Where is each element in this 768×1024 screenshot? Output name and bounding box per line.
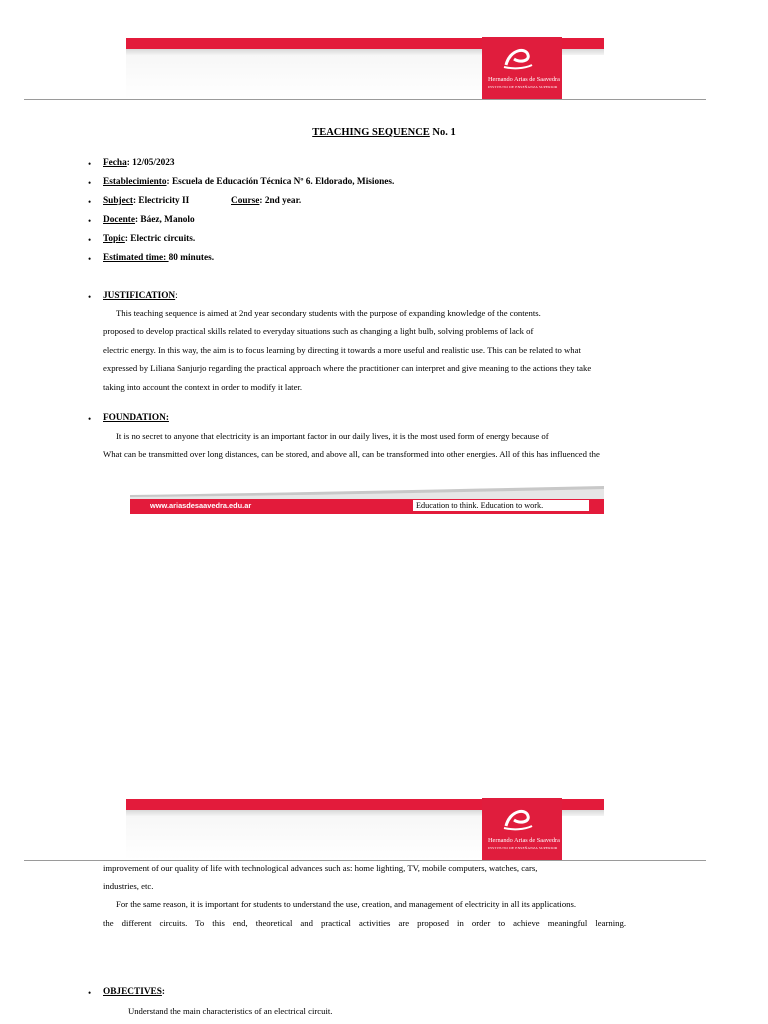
- bullet-icon: •: [88, 197, 92, 207]
- bullet-icon: •: [88, 178, 92, 188]
- info-value: : 2nd year.: [259, 196, 302, 206]
- title-suffix: No. 1: [429, 127, 456, 138]
- info-value: : Báez, Manolo: [135, 215, 195, 225]
- justification-line-5: taking into account the context in order to modify it later.: [103, 382, 303, 392]
- bullet-icon: •: [88, 988, 92, 998]
- info-label: Subject: [103, 196, 133, 206]
- bullet-icon: •: [88, 159, 92, 169]
- objectives-heading: [103, 987, 165, 997]
- objective-bullet-icon: [119, 1006, 126, 1016]
- objective-item: [119, 1006, 332, 1016]
- info-topic: [103, 234, 195, 244]
- footer-url: www.ariasdesaavedra.edu.ar: [150, 501, 252, 510]
- bullet-icon: •: [88, 292, 92, 302]
- info-estimated-time: [103, 253, 214, 263]
- page-footer: [130, 486, 604, 514]
- logo-swirl-icon: [502, 806, 534, 832]
- objective-text: Understand the main characteristics of an electrical circuit.: [119, 1006, 324, 1016]
- justification-line-3: electric energy. In this way, the aim is to focus learning by directing it towards a more useful and realistic use. This can be related to what: [103, 345, 581, 355]
- info-value: : Electricity II: [132, 196, 190, 206]
- foundation-line-1: It is no secret to anyone that electricity is an important factor in our daily lives, it is the most used form of energy because of: [116, 431, 549, 441]
- justification-line-1: This teaching sequence is aimed at 2nd year secondary students with the purpose of expanding knowledge of the contents.: [116, 308, 541, 318]
- info-label: Estimated time:: [103, 253, 169, 263]
- footer-swoosh: [130, 486, 604, 500]
- justification-line-4: expressed by Liliana Sanjurjo regarding the practical approach where the practitioner can interpret and give meaning to the actions they take: [103, 363, 592, 373]
- info-value: : 12/05/2023: [126, 158, 175, 168]
- heading-text: FOUNDATION:: [103, 413, 169, 423]
- title-main: TEACHING SEQUENCE: [312, 127, 430, 138]
- logo-name: Hernando Arias de Saavedra: [488, 76, 560, 83]
- info-value: 80 minutes.: [168, 253, 215, 263]
- page2-line-3: For the same reason, it is important for students to understand the use, creation, and management of electricity in all its applications.: [116, 899, 577, 909]
- bullet-icon: •: [88, 235, 92, 245]
- logo-swirl-icon: [502, 45, 534, 71]
- info-docente: [103, 215, 195, 225]
- heading-text: OBJECTIVES: [103, 987, 162, 997]
- heading-colon: :: [175, 291, 178, 301]
- page2-line-4: the different circuits. To this end, theoretical and practical activities are proposed in order to achieve meaningful learning.: [103, 918, 626, 928]
- header-rule: [24, 99, 706, 100]
- foundation-line-2: What can be transmitted over long distances, can be stored, and above all, can be transformed into other energies. All of this has influenced the: [103, 449, 600, 459]
- header-fade: [126, 816, 486, 860]
- foundation-heading: [103, 413, 183, 423]
- footer-slogan: Education to think. Education to work.: [413, 500, 589, 511]
- header-rule-page2: [24, 860, 706, 861]
- info-label: Topic: [103, 234, 125, 244]
- info-fecha: [103, 158, 175, 168]
- info-label: Establecimiento: [103, 177, 167, 187]
- page2-line-1: improvement of our quality of life with technological advances such as: home lighting, TV, mobile computers, watches, cars,: [103, 863, 538, 873]
- info-label: Docente: [103, 215, 136, 225]
- institution-logo-page2: [482, 798, 562, 860]
- bullet-icon: •: [88, 414, 92, 424]
- bullet-icon: •: [88, 216, 92, 226]
- info-subject: [103, 196, 189, 206]
- logo-name: Hernando Arias de Saavedra: [488, 837, 560, 844]
- info-value: : Escuela de Educación Técnica Nº 6. Eldorado, Misiones.: [166, 177, 395, 187]
- justification-heading: [103, 291, 178, 301]
- info-label: Fecha: [103, 158, 127, 168]
- bullet-icon: •: [88, 254, 92, 264]
- page-title: [0, 127, 768, 138]
- institution-logo: [482, 37, 562, 99]
- justification-line-2: proposed to develop practical skills related to everyday situations such as changing a light bulb, solving problems of lack of: [103, 326, 534, 336]
- logo-subtitle: INSTITUTO DE ENSEÑANZA SUPERIOR: [488, 85, 558, 89]
- info-value: : Electric circuits.: [124, 234, 196, 244]
- info-label: Course: [231, 196, 260, 206]
- header-fade: [126, 55, 486, 99]
- info-establecimiento: [103, 177, 394, 187]
- heading-colon: :: [161, 987, 166, 997]
- logo-subtitle: INSTITUTO DE ENSEÑANZA SUPERIOR: [488, 846, 558, 850]
- heading-text: JUSTIFICATION: [103, 291, 176, 301]
- page2-line-2: industries, etc.: [103, 881, 154, 891]
- info-course: [231, 196, 301, 206]
